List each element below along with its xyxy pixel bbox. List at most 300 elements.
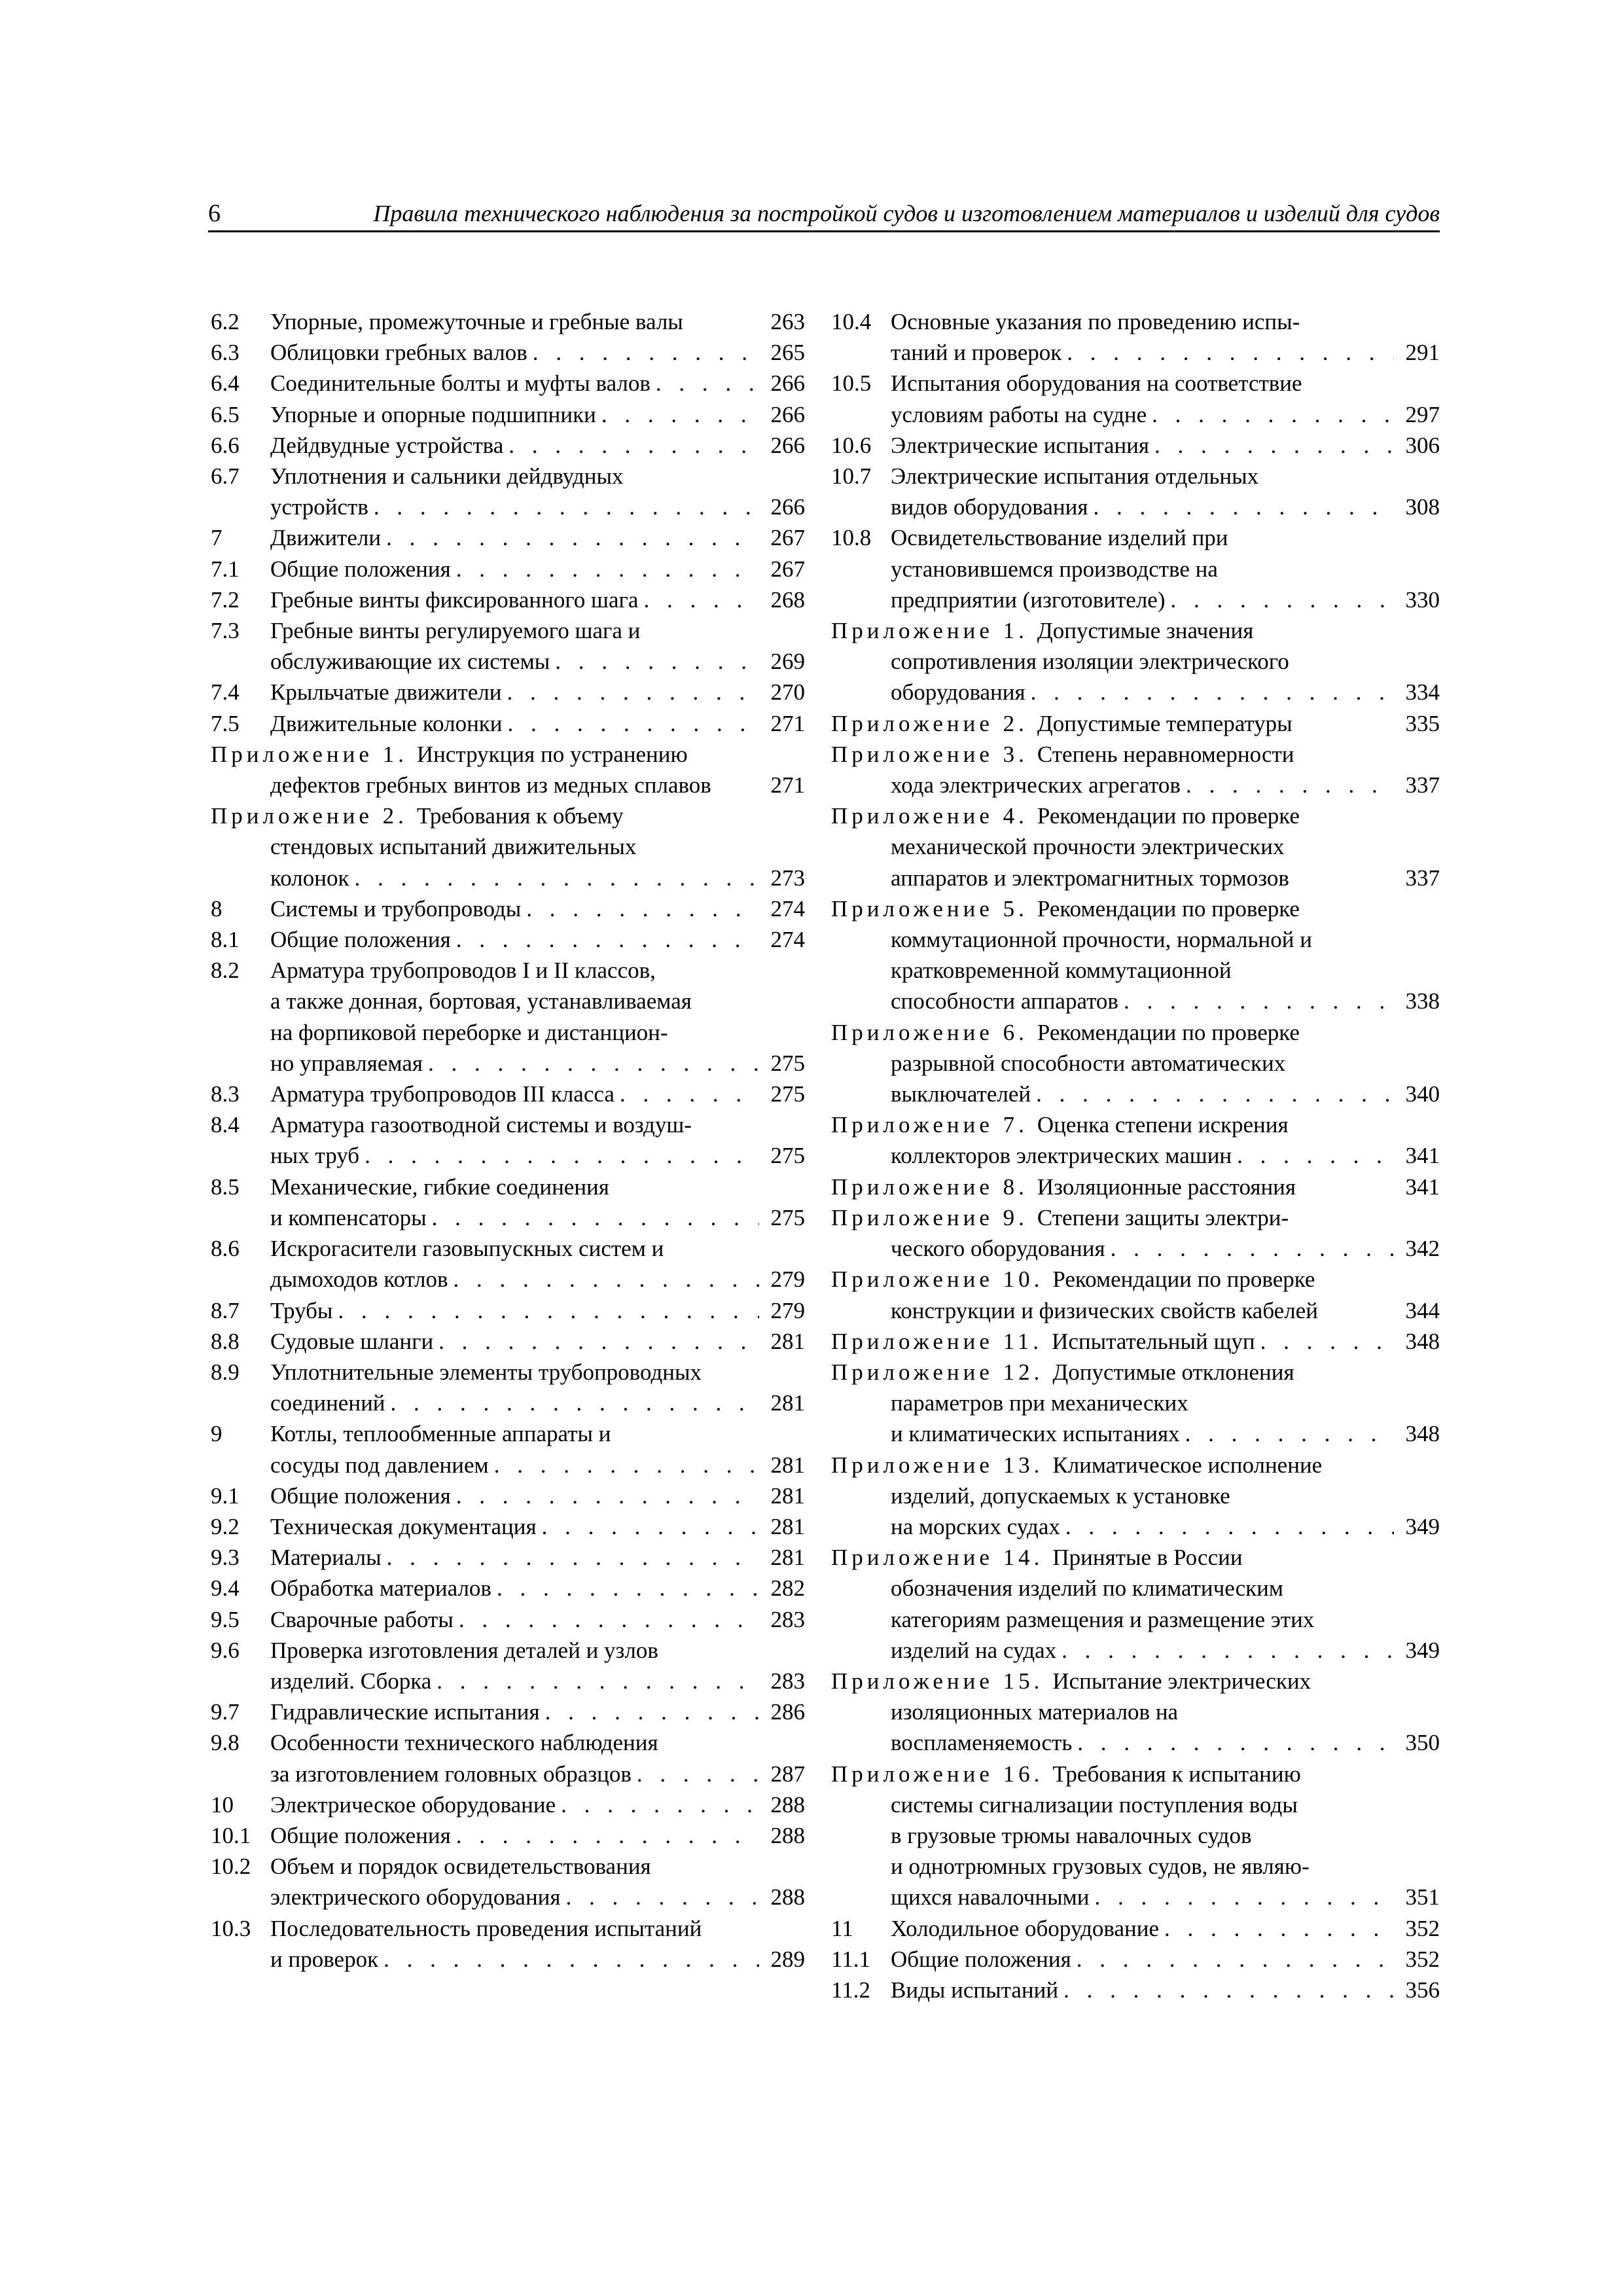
dot-leader	[428, 1048, 759, 1079]
toc-entry[interactable]	[211, 800, 805, 893]
toc-entry[interactable]	[211, 615, 805, 677]
toc-entry[interactable]	[831, 1666, 1440, 1759]
toc-entry-continuation-line	[211, 1759, 805, 1789]
toc-entry-continuation-line	[831, 831, 1440, 862]
section-title-wrap	[1052, 1326, 1398, 1357]
section-title: Рекомендации по проверке	[1037, 895, 1300, 922]
dot-leader	[456, 924, 759, 955]
dot-leader	[620, 1079, 759, 1109]
section-title-wrap	[891, 1511, 1398, 1542]
page-ref: 344	[1405, 1297, 1440, 1323]
page-ref: 341	[1405, 1143, 1440, 1169]
dot-leader	[1036, 1079, 1394, 1109]
dot-leader	[1031, 677, 1394, 708]
toc-entry[interactable]	[831, 893, 1440, 1017]
toc-entry[interactable]	[211, 1696, 805, 1727]
dot-leader	[1067, 337, 1394, 368]
toc-entry[interactable]	[211, 739, 805, 800]
section-number: 8.6	[211, 1236, 240, 1262]
toc-entry-continuation-line	[211, 770, 805, 800]
section-title-wrap	[270, 1450, 763, 1480]
section-title-wrap	[270, 1295, 763, 1326]
section-title-wrap	[270, 1202, 763, 1233]
section-title: Рекомендации по проверке	[1052, 1266, 1315, 1293]
toc-entry[interactable]	[211, 522, 805, 553]
section-title-wrap	[270, 1789, 763, 1820]
toc-entry[interactable]	[211, 584, 805, 615]
dot-leader	[533, 337, 759, 368]
dot-leader	[637, 1759, 759, 1789]
section-title: Холодильное оборудование	[891, 1915, 1160, 1941]
toc-entry-continuation-line	[211, 1666, 805, 1696]
section-title: Принятые в России	[1052, 1545, 1243, 1571]
toc-entry-first-line	[211, 1326, 805, 1357]
section-title-wrap	[891, 1604, 1440, 1635]
page-ref: 281	[770, 1482, 805, 1509]
section-title: Электрическое оборудование	[270, 1791, 556, 1818]
appendix-label: Приложение 9.	[831, 1204, 1028, 1230]
toc-entry-first-line	[831, 368, 1440, 399]
toc-entry[interactable]	[211, 1789, 805, 1820]
appendix-label: Приложение 15.	[831, 1668, 1044, 1694]
toc-entry-first-line	[211, 1418, 805, 1449]
toc-entry[interactable]	[831, 1944, 1440, 1975]
section-title: Сварочные работы	[270, 1606, 454, 1632]
toc-entry-continuation-line	[831, 554, 1440, 584]
toc-entry[interactable]	[211, 1511, 805, 1542]
toc-entry[interactable]	[211, 1913, 805, 1975]
toc-entry[interactable]	[831, 1975, 1440, 2005]
section-title-wrap	[891, 1635, 1398, 1666]
dot-leader	[456, 554, 759, 584]
dot-leader	[1237, 1140, 1394, 1171]
section-number: 8.3	[211, 1081, 240, 1107]
section-title: Основные указания по проведению испы-	[891, 309, 1300, 334]
page-ref: 288	[770, 1884, 805, 1910]
section-title-wrap	[270, 430, 763, 461]
page-ref: 275	[770, 1081, 805, 1107]
toc-entry[interactable]	[211, 1233, 805, 1295]
toc-entry[interactable]	[831, 800, 1440, 893]
section-title: Рекомендации по проверке	[1037, 1019, 1300, 1045]
toc-entry-first-line	[831, 739, 1440, 770]
section-number: 9.1	[211, 1482, 240, 1509]
page-ref: 271	[770, 772, 805, 798]
section-title-wrap	[891, 1851, 1440, 1882]
section-title: Общие положения	[891, 1946, 1071, 1972]
section-title-wrap	[1037, 893, 1440, 924]
section-title-wrap	[891, 863, 1398, 893]
toc-entry-continuation-line	[831, 1696, 1440, 1727]
section-title: категориям размещения и размещение этих	[891, 1606, 1315, 1632]
page-ref: 287	[770, 1761, 805, 1787]
toc-entry[interactable]	[831, 1172, 1440, 1202]
section-number: 9.4	[211, 1575, 240, 1602]
section-title-wrap	[891, 1573, 1440, 1604]
page-ref: 289	[770, 1946, 805, 1972]
page-ref: 283	[770, 1668, 805, 1694]
dot-leader	[1061, 1635, 1394, 1666]
dot-leader	[1154, 430, 1394, 461]
section-title: Обработка материалов	[270, 1575, 491, 1602]
toc-entry-continuation-line	[831, 1604, 1440, 1635]
section-number: 10.4	[831, 309, 872, 334]
page-ref: 265	[770, 340, 805, 366]
section-title: Проверка изготовления деталей и узлов	[270, 1637, 658, 1663]
section-title: кратковременной коммутационной	[891, 958, 1232, 984]
section-number: 10.5	[831, 370, 872, 397]
appendix-label: Приложение 12.	[831, 1359, 1044, 1385]
section-title: и компенсаторы	[270, 1204, 427, 1230]
section-title: Облицовки гребных валов	[270, 340, 527, 366]
section-title-wrap	[270, 1357, 805, 1388]
toc-entry[interactable]	[211, 955, 805, 1079]
toc-entry-first-line	[211, 554, 805, 584]
section-title-wrap	[270, 522, 763, 553]
section-title: механической прочности электрических	[891, 834, 1285, 860]
page-ref: 337	[1405, 865, 1440, 891]
section-title-wrap	[891, 584, 1398, 615]
toc-entry[interactable]	[831, 1913, 1440, 1944]
section-title-wrap	[270, 1696, 763, 1727]
section-title-wrap	[270, 1264, 763, 1295]
toc-entry[interactable]	[831, 1759, 1440, 1913]
toc-entry-continuation-line	[831, 677, 1440, 708]
section-title-wrap	[417, 739, 805, 770]
toc-entry-continuation-line	[831, 955, 1440, 986]
toc-entry-first-line	[211, 1480, 805, 1511]
appendix-label: Приложение 7.	[831, 1112, 1028, 1138]
section-title: Последовательность проведения испытаний	[270, 1915, 702, 1941]
toc-entry[interactable]	[211, 677, 805, 708]
toc-entry-first-line	[211, 306, 805, 337]
section-title-wrap	[891, 924, 1440, 955]
section-number: 8.2	[211, 958, 240, 984]
dot-leader	[437, 1666, 759, 1696]
section-number: 11.2	[831, 1977, 870, 2003]
page-ref: 275	[770, 1143, 805, 1169]
page-ref: 279	[770, 1266, 805, 1293]
toc-entry-first-line	[211, 739, 805, 770]
toc-entry-first-line	[211, 1913, 805, 1944]
section-title: Котлы, теплообменные аппараты и	[270, 1421, 611, 1447]
toc-entry-continuation-line	[831, 399, 1440, 430]
dot-leader	[1260, 1326, 1394, 1357]
section-title-wrap	[1037, 1109, 1440, 1140]
toc-entry[interactable]	[211, 1172, 805, 1233]
toc-entry-first-line	[831, 522, 1440, 553]
section-title-wrap	[1037, 1017, 1440, 1048]
toc-entry-continuation-line	[831, 1820, 1440, 1851]
toc-entry[interactable]	[211, 1326, 805, 1357]
toc-entry[interactable]	[211, 337, 805, 368]
section-title-wrap	[270, 1017, 805, 1048]
section-number: 6.4	[211, 370, 240, 397]
section-title: Механические, гибкие соединения	[270, 1174, 609, 1200]
header-rule	[208, 230, 1440, 232]
section-title: Уплотнения и сальники дейдвудных	[270, 463, 624, 490]
toc-entry-first-line	[211, 584, 805, 615]
toc-entry[interactable]	[831, 1202, 1440, 1264]
toc-entry[interactable]	[831, 1264, 1440, 1325]
section-number: 9.6	[211, 1637, 240, 1663]
section-title-wrap	[891, 337, 1398, 368]
dot-leader	[383, 1944, 759, 1975]
dot-leader	[497, 1573, 759, 1604]
toc-entry-first-line	[211, 399, 805, 430]
section-number: 6.6	[211, 432, 240, 458]
toc-entry[interactable]	[831, 430, 1440, 461]
section-title: а также донная, бортовая, устанавливаемая	[270, 988, 692, 1014]
toc-entry-first-line	[211, 1604, 805, 1635]
dot-leader	[1065, 1511, 1394, 1542]
section-number: 7	[211, 525, 223, 551]
dot-leader	[386, 522, 759, 553]
section-title-wrap	[270, 368, 763, 399]
dot-leader	[494, 1450, 759, 1480]
toc-entry-continuation-line	[211, 1882, 805, 1912]
dot-leader	[643, 584, 759, 615]
section-title: и климатических испытаниях	[891, 1421, 1180, 1447]
section-title-wrap	[270, 1727, 805, 1758]
toc-entry[interactable]	[831, 306, 1440, 368]
section-title: изоляционных материалов на	[891, 1699, 1179, 1725]
page-ref: 288	[770, 1822, 805, 1848]
appendix-label: Приложение 13.	[831, 1452, 1044, 1478]
toc-entry-first-line	[831, 1542, 1440, 1573]
toc-entry-continuation-line	[831, 770, 1440, 800]
toc-entry-continuation-line	[211, 1450, 805, 1480]
section-title-wrap	[1037, 1202, 1440, 1233]
section-title: Оценка степени искрения	[1037, 1112, 1289, 1138]
dot-leader	[561, 1789, 759, 1820]
page-ref: 356	[1405, 1977, 1440, 2003]
section-title: дымоходов котлов	[270, 1266, 448, 1293]
section-title: на морских судах	[891, 1513, 1060, 1539]
page-ref: 297	[1405, 401, 1440, 427]
page-ref: 286	[770, 1699, 805, 1725]
section-number: 6.2	[211, 309, 240, 334]
toc-entry[interactable]	[211, 924, 805, 955]
page-ref: 338	[1405, 988, 1440, 1014]
page-ref: 281	[770, 1513, 805, 1539]
toc-entry-continuation-line	[211, 1202, 805, 1233]
toc-entry[interactable]	[211, 306, 805, 337]
page-ref: 281	[770, 1390, 805, 1416]
section-title: Упорные, промежуточные и гребные валы	[270, 309, 683, 334]
section-title-wrap	[891, 1295, 1398, 1326]
section-title-wrap	[891, 1048, 1440, 1079]
section-number: 10.2	[211, 1854, 251, 1880]
toc-entry-first-line	[831, 1944, 1440, 1975]
toc-entry[interactable]	[831, 739, 1440, 800]
page-ref: 291	[1405, 340, 1440, 366]
section-title: Допустимые отклонения	[1052, 1359, 1294, 1385]
toc-entry-first-line	[831, 1975, 1440, 2005]
toc-entry-first-line	[211, 1172, 805, 1202]
section-number: 9.3	[211, 1545, 240, 1571]
dot-leader	[365, 1140, 759, 1171]
toc-entry[interactable]	[211, 554, 805, 584]
section-title: изделий. Сборка	[270, 1668, 432, 1694]
section-title: коммутационной прочности, нормальной и	[891, 927, 1312, 953]
page-ref: 282	[770, 1575, 805, 1602]
section-number: 8.9	[211, 1359, 240, 1385]
section-number: 6.7	[211, 463, 240, 490]
toc-entry-first-line	[211, 1079, 805, 1109]
toc-entry-first-line	[831, 1357, 1440, 1388]
section-title-wrap	[270, 1573, 763, 1604]
section-title-wrap	[270, 770, 763, 800]
toc-entry[interactable]	[211, 1079, 805, 1109]
page-ref: 267	[770, 556, 805, 582]
toc-entry[interactable]	[211, 1635, 805, 1696]
toc-entry[interactable]	[211, 1573, 805, 1604]
section-title-wrap	[270, 831, 805, 862]
section-title: системы сигнализации поступления воды	[891, 1791, 1298, 1818]
section-title: Электрические испытания отдельных	[891, 463, 1259, 490]
toc-entry[interactable]	[211, 1357, 805, 1418]
section-title: Климатическое исполнение	[1052, 1452, 1323, 1478]
section-title: Общие положения	[270, 927, 451, 953]
toc-entry[interactable]	[831, 1357, 1440, 1450]
section-title: щихся навалочными	[891, 1884, 1090, 1910]
toc-entry[interactable]	[211, 399, 805, 430]
toc-entry[interactable]	[211, 708, 805, 739]
dot-leader	[1152, 399, 1394, 430]
section-title: Степени защиты электри-	[1037, 1204, 1289, 1230]
toc-entry[interactable]	[211, 1820, 805, 1851]
section-title-wrap	[891, 770, 1398, 800]
toc-entry-first-line	[211, 522, 805, 553]
toc-entry-first-line	[831, 461, 1440, 492]
toc-entry-continuation-line	[831, 1418, 1440, 1449]
toc-entry-first-line	[831, 1172, 1440, 1202]
toc-entry-continuation-line	[831, 1882, 1440, 1912]
toc-entry-continuation-line	[211, 1048, 805, 1079]
toc-entry-continuation-line	[831, 924, 1440, 955]
section-title-wrap	[270, 1542, 763, 1573]
section-number: 9.2	[211, 1513, 240, 1539]
section-title: колонок	[270, 865, 349, 891]
section-title: хода электрических агрегатов	[891, 772, 1181, 798]
dot-leader	[1171, 584, 1395, 615]
toc-entry[interactable]	[831, 522, 1440, 615]
section-title-wrap	[270, 924, 763, 955]
toc-entry[interactable]	[211, 1295, 805, 1326]
toc-entry-first-line	[211, 708, 805, 739]
section-title: Допустимые температуры	[1037, 710, 1293, 736]
toc-entry[interactable]	[831, 1017, 1440, 1110]
toc-entry[interactable]	[211, 461, 805, 522]
section-title: Особенности технического наблюдения	[270, 1730, 658, 1756]
section-number: 10.8	[831, 525, 872, 551]
toc-entry-first-line	[211, 1295, 805, 1326]
toc-entry[interactable]	[831, 615, 1440, 708]
toc-entry-first-line	[211, 1357, 805, 1388]
toc-entry[interactable]	[211, 1418, 805, 1480]
section-title: Арматура трубопроводов I и II классов,	[270, 958, 656, 984]
section-title: Техническая документация	[270, 1513, 537, 1539]
page-ref: 269	[770, 649, 805, 675]
toc-entry[interactable]	[211, 1542, 805, 1573]
toc-entry-continuation-line	[211, 492, 805, 522]
toc-entry-first-line	[831, 1264, 1440, 1295]
page-ref: 271	[770, 710, 805, 736]
section-title: установившемся производстве на	[891, 556, 1218, 582]
page-ref: 266	[770, 494, 805, 520]
section-title: изделий на судах	[891, 1637, 1057, 1663]
dot-leader	[338, 1295, 759, 1326]
page-ref: 349	[1405, 1513, 1440, 1539]
toc-entry[interactable]	[831, 1542, 1440, 1666]
section-title: ческого оборудования	[891, 1236, 1105, 1262]
toc-entry[interactable]	[831, 1450, 1440, 1543]
section-title-wrap	[270, 1233, 805, 1264]
section-title: Требования к объему	[416, 803, 624, 829]
toc-entry[interactable]	[211, 1727, 805, 1789]
dot-leader	[545, 1696, 759, 1727]
section-title: Упорные и опорные подшипники	[270, 401, 596, 427]
section-title-wrap	[270, 1944, 763, 1975]
toc-entry-continuation-line	[831, 1851, 1440, 1882]
appendix-label: Приложение 10.	[831, 1266, 1044, 1293]
section-number: 7.2	[211, 586, 240, 613]
section-title: электрического оборудования	[270, 1884, 561, 1910]
dot-leader	[456, 1480, 759, 1511]
toc-entry[interactable]	[831, 1109, 1440, 1171]
page-ref: 266	[770, 432, 805, 458]
toc-entry-first-line	[831, 1017, 1440, 1048]
section-title: дефектов гребных винтов из медных сплавов	[270, 772, 711, 798]
section-title: таний и проверок	[891, 340, 1062, 366]
toc-entry[interactable]	[831, 461, 1440, 522]
section-title-wrap	[891, 1480, 1440, 1511]
section-title-wrap	[270, 1418, 805, 1449]
section-number: 10.6	[831, 432, 872, 458]
page-ref: 352	[1405, 1946, 1440, 1972]
toc-entry[interactable]	[831, 368, 1440, 429]
section-title-wrap	[891, 955, 1440, 986]
toc-entry-continuation-line	[211, 986, 805, 1016]
section-title: Дейдвудные устройства	[270, 432, 504, 458]
section-number: 8.7	[211, 1297, 240, 1323]
section-title: Испытательный щуп	[1052, 1328, 1255, 1354]
toc-entry[interactable]	[211, 893, 805, 924]
section-title-wrap	[270, 399, 763, 430]
toc-entry[interactable]	[211, 1109, 805, 1171]
dot-leader	[1111, 1233, 1394, 1264]
toc-entry[interactable]	[831, 708, 1440, 739]
section-title-wrap	[270, 1388, 763, 1418]
section-title: изделий, допускаемых к установке	[891, 1482, 1230, 1509]
dot-leader	[1077, 1727, 1394, 1758]
toc-entry[interactable]	[211, 430, 805, 461]
toc-column-right	[831, 306, 1440, 2005]
toc-entry[interactable]	[831, 1326, 1440, 1357]
toc-entry[interactable]	[211, 1604, 805, 1635]
section-title: Требования к испытанию	[1052, 1761, 1301, 1787]
toc-entry[interactable]	[211, 1480, 805, 1511]
dot-leader	[526, 893, 759, 924]
section-title: соединений	[270, 1390, 385, 1416]
section-title-wrap	[270, 1048, 763, 1079]
section-title-wrap	[270, 584, 763, 615]
toc-entry-continuation-line	[831, 1079, 1440, 1109]
toc-entry[interactable]	[211, 1851, 805, 1912]
toc-entry[interactable]	[211, 368, 805, 399]
toc-entry-first-line	[211, 955, 805, 986]
